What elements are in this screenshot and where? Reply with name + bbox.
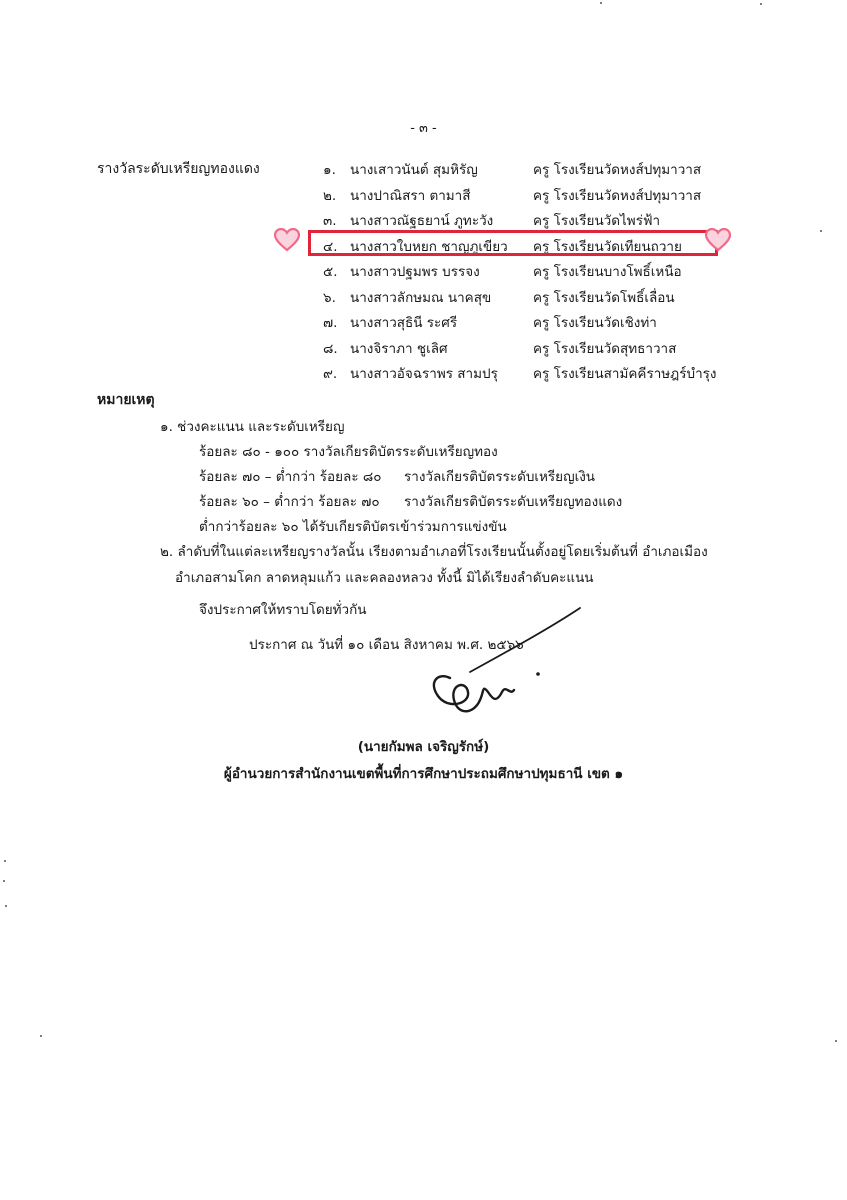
awardee-school: ครู โรงเรียนวัดหงส์ปทุมาวาส (533, 187, 702, 204)
score-range-award: รางวัลเกียรติบัตรระดับเหรียญเงิน (404, 469, 596, 485)
score-range-label: ต่ำกว่าร้อยละ ๖๐ ได้รับเกียรติบัตรเข้าร่วมการแข่งขัน (199, 519, 507, 535)
awardee-name: นางสาวใบหยก ชาญภูเขียว (350, 238, 508, 255)
awardee-name: นางสาวลักษมณ นาคสุข (350, 289, 492, 306)
awardee-row (323, 158, 743, 183)
awardee-num: ๙. (323, 366, 338, 382)
awardee-num: ๕. (323, 264, 338, 280)
score-range (199, 515, 507, 537)
score-range (199, 465, 596, 487)
page-number: - ๓ - (410, 121, 437, 136)
heart-icon (274, 228, 300, 252)
awardee-num: ๔. (323, 238, 338, 255)
awardee-name: นางสาวสุธินี ระศรี (350, 315, 458, 331)
awardee-school: ครู โรงเรียนวัดสุทธาวาส (533, 340, 677, 357)
awardee-num: ๑. (323, 162, 336, 178)
score-range-label: ร้อยละ ๘๐ - ๑๐๐ รางวัลเกียรติบัตรระดับเหรียญทอง (199, 444, 498, 460)
awardee-num: ๘. (323, 340, 338, 357)
highlight-box (308, 230, 718, 256)
score-range (199, 440, 498, 462)
awardee-num: ๓. (323, 213, 337, 229)
score-range-award: รางวัลเกียรติบัตรระดับเหรียญทองแดง (404, 494, 623, 510)
signer-position: ผู้อำนวยการสำนักงานเขตพื้นที่การศึกษาประถมศึกษาปทุมธานี เขต ๑ (223, 766, 624, 782)
awardee-name: นางสาวณัฐธยาน์ ภูทะวัง (350, 213, 494, 229)
awardee-row (323, 260, 743, 285)
awardee-school: ครู โรงเรียนวัดเทียนถวาย (533, 238, 682, 255)
note2-line1: ๒. ลำดับที่ในแต่ละเหรียญรางวัลนั้น เรียงตามอำเภอที่โรงเรียนนั้นตั้งอยู่โดยเริ่มต้นที่ อำเภอเมือง (160, 544, 708, 560)
score-range-label: ร้อยละ ๗๐ – ต่ำกว่า ร้อยละ ๘๐ (199, 469, 382, 485)
awardee-name: นางสาวปฐมพร บรรจง (350, 264, 480, 280)
score-range-label: ร้อยละ ๖๐ – ต่ำกว่า ร้อยละ ๗๐ (199, 494, 380, 510)
awardee-row (323, 311, 743, 336)
awardee-school: ครู โรงเรียนวัดโพธิ์เลื่อน (533, 289, 675, 306)
date-line: ประกาศ ณ วันที่ ๑๐ เดือน สิงหาคม พ.ศ. ๒๕๖๖ (249, 637, 524, 653)
awardee-school: ครู โรงเรียนวัดไพร่ฟ้า (533, 213, 661, 229)
awardee-school: ครู โรงเรียนบางโพธิ์เหนือ (533, 264, 682, 280)
score-range (199, 490, 623, 512)
awardee-school: ครู โรงเรียนวัดเชิงท่า (533, 315, 657, 331)
heart-icon (705, 228, 731, 252)
awardee-num: ๗. (323, 315, 338, 331)
awardee-name: นางเสาวนันต์ สุมหิรัญ (350, 162, 478, 178)
awardee-num: ๖. (323, 289, 336, 306)
note1-title: ๑. ช่วงคะแนน และระดับเหรียญ (160, 419, 345, 435)
signer-name: (นายกัมพล เจริญรักษ์) (357, 739, 490, 755)
section-label: รางวัลระดับเหรียญทองแดง (97, 161, 260, 177)
awardee-row (323, 337, 743, 362)
notes-title: หมายเหตุ (97, 392, 155, 408)
note2-line2: อำเภอสามโคก ลาดหลุมแก้ว และคลองหลวง ทั้งนี้ มิได้เรียงลำดับคะแนน (175, 570, 594, 586)
announcement: จึงประกาศให้ทราบโดยทั่วกัน (199, 602, 367, 618)
awardee-name: นางจิราภา ชูเลิศ (350, 340, 448, 357)
awardee-row (323, 362, 743, 387)
awardee-row (323, 184, 743, 209)
signature (410, 600, 610, 730)
awardee-school: ครู โรงเรียนสามัคคีราษฎร์บำรุง (533, 366, 717, 382)
awardee-row (323, 286, 743, 311)
awardee-num: ๒. (323, 187, 337, 204)
awardee-name: นางสาวอัจฉราพร สามปรุ (350, 366, 498, 382)
awardee-school: ครู โรงเรียนวัดหงส์ปทุมาวาส (533, 162, 702, 178)
awardee-name: นางปาณิสรา ตามาสี (350, 187, 471, 204)
